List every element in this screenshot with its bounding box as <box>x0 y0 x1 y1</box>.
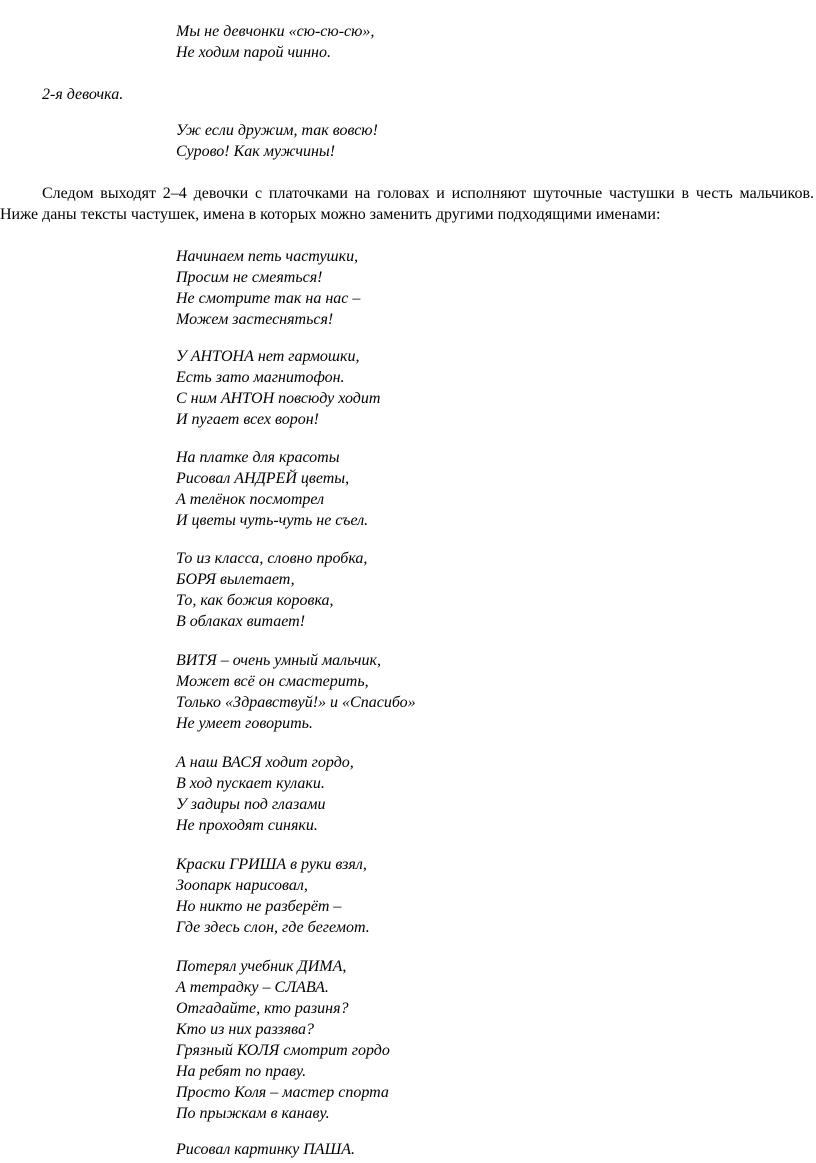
verse-line: То, как божия коровка, <box>176 592 334 609</box>
verse-line: В облаках витает! <box>176 613 306 630</box>
verse-line: Может всё он смастерить, <box>176 673 369 690</box>
verse-stanza <box>176 854 370 938</box>
verse-line: БОРЯ вылетает, <box>176 571 295 588</box>
verse-line: Уж если дружим, так вовсю! <box>176 122 378 139</box>
verse-stanza <box>176 346 380 430</box>
verse-line: Где здесь слон, где бегемот. <box>176 919 370 936</box>
verse-line: А телёнок посмотрел <box>176 491 325 508</box>
verse-line: Можем застесняться! <box>176 311 334 328</box>
verse-stanza <box>176 447 368 531</box>
verse-line: А наш ВАСЯ ходит гордо, <box>176 754 354 771</box>
verse-line: То из класса, словно пробка, <box>176 550 368 567</box>
narrative-paragraph: Следом выходят 2–4 девочки с платочками на головах и исполняют шуточные частушки в честь мальчиков. Ниже даны тексты частушек, имена в которых можно заменить другими подходящими именами: <box>0 185 814 223</box>
verse-line: Зоопарк нарисовал, <box>176 877 308 894</box>
verse-line: Сурово! Как мужчины! <box>176 143 336 160</box>
verse-line: А тетрадку – СЛАВА. <box>176 979 329 996</box>
verse-stanza <box>176 548 367 632</box>
verse-line: Не проходят синяки. <box>176 817 318 834</box>
verse-line: Просто Коля – мастер спорта <box>176 1084 389 1101</box>
verse-line: ВИТЯ – очень умный мальчик, <box>176 652 381 669</box>
verse-line: На ребят по праву. <box>176 1063 307 1080</box>
verse-stanza <box>176 650 416 734</box>
verse-line: По прыжкам в канаву. <box>176 1105 330 1122</box>
verse-line: Только «Здравствуй!» и «Спасибо» <box>176 694 416 711</box>
verse-line: Потерял учебник ДИМА, <box>176 958 347 975</box>
verse-line: Но никто не разберёт – <box>176 898 342 915</box>
verse-line: Не смотрите так на нас – <box>176 290 361 307</box>
verse-line: С ним АНТОН повсюду ходит <box>176 390 381 407</box>
verse-stanza <box>176 120 378 162</box>
verse-line: Краски ГРИША в руки взял, <box>176 856 367 873</box>
verse-line: Не ходим парой чинно. <box>176 44 331 61</box>
verse-line: Отгадайте, кто разиня? <box>176 1000 349 1017</box>
verse-line: У задиры под глазами <box>176 796 326 813</box>
speaker-label: 2-я девочка. <box>42 86 124 103</box>
verse-line: Рисовал АНДРЕЙ цветы, <box>176 470 350 487</box>
verse-stanza <box>176 956 390 1124</box>
verse-line: И пугает всех ворон! <box>176 411 319 428</box>
verse-line: Грязный КОЛЯ смотрит гордо <box>176 1042 390 1059</box>
verse-line: Рисовал картинку ПАША. <box>176 1141 356 1158</box>
verse-line: В ход пускает кулаки. <box>176 775 325 792</box>
verse-stanza <box>176 21 374 63</box>
verse-line: На платке для красоты <box>176 449 340 466</box>
verse-line: У АНТОНА нет гармошки, <box>176 348 360 365</box>
verse-stanza <box>176 246 360 330</box>
verse-line: И цветы чуть-чуть не съел. <box>176 512 369 529</box>
verse-stanza <box>176 1139 355 1160</box>
verse-stanza <box>176 752 354 836</box>
verse-line: Кто из них раззява? <box>176 1021 315 1038</box>
verse-line: Начинаем петь частушки, <box>176 248 359 265</box>
verse-line: Не умеет говорить. <box>176 715 313 732</box>
verse-line: Просим не смеяться! <box>176 269 323 286</box>
verse-line: Есть зато магнитофон. <box>176 369 345 386</box>
verse-line: Мы не девчонки «сю-сю-сю», <box>176 23 375 40</box>
